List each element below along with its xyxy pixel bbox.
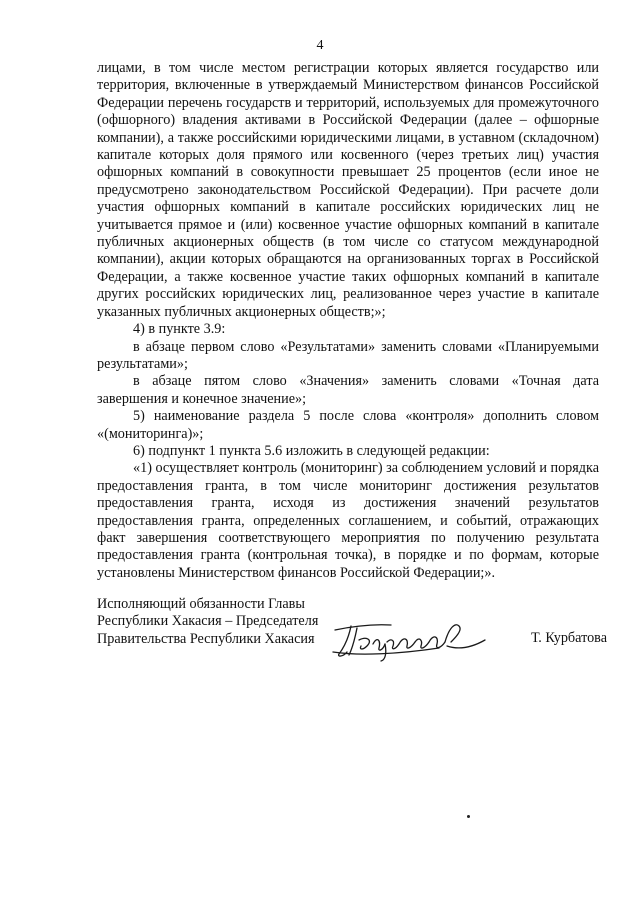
signer-title-line: Правительства Республики Хакасия (97, 630, 315, 647)
handwritten-signature (329, 614, 489, 662)
signer-title-line: Республики Хакасия – Председателя (97, 613, 319, 630)
paragraph-first-abzac: в абзаце первом слово «Результатами» заменить словами «Планируемыми результатами»; (97, 338, 599, 372)
paragraph-new-wording: «1) осуществляет контроль (мониторинг) за соблюдением условий и порядка предоставления гранта, в том числе мониторинг достижения результатов предоставления гранта, исходя из достижения значений результатов предоставления гранта, определенных соглашением, и событий, отражающих факт завершения соответствующего мероприятия по получению результата предоставления гранта (контрольная точка), в порядке и по формам, которые установлены Министерством финансов Российской Федерации;». (97, 460, 599, 581)
page-number: 4 (316, 38, 324, 53)
signer-title (97, 596, 318, 648)
signer-title-line: Исполняющий обязанности Главы (97, 596, 305, 612)
paragraph-item-4: 4) в пункте 3.9: (133, 321, 226, 338)
stray-mark (467, 815, 470, 818)
paragraph-item-6: 6) подпункт 1 пункта 5.6 изложить в следующей редакции: (133, 442, 490, 459)
document-body (97, 60, 599, 582)
signature-block (97, 596, 607, 666)
signer-name: Т. Курбатова (531, 630, 607, 646)
paragraph-fifth-abzac: в абзаце пятом слово «Значения» заменить словами «Точная дата завершения и конечное значение»; (97, 373, 599, 407)
paragraph-item-5: 5) наименование раздела 5 после слова «контроля» дополнить словом «(мониторинга)»; (97, 408, 599, 442)
paragraph-offshore-definition: лицами, в том числе местом регистрации которых является государство или территория, включенные в утверждаемый Министерством финансов Российской Федерации перечень государств и территорий, используемых для промежуточного (офшорного) владения активами в Российской Федерации (далее – офшорные компании), а также российскими юридическими лицами, в уставном (складочном) капитале которых доля прямого или косвенного (через третьих лиц) участия офшорных компаний в совокупности превышает 25 процентов (если иное не предусмотрено законодательством Российской Федерации). При расчете доли участия офшорных компаний в капитале российских юридических лиц не учитывается прямое и (или) косвенное участие офшорных компаний в капитале публичных акционерных обществ (в том числе со статусом международной компании), акции которых обращаются на организованных торгах в Российской Федерации, а также косвенное участие таких офшорных компаний в капитале других российских юридических лиц, реализованное через участие в капитале указанных публичных акционерных обществ;»; (97, 60, 599, 320)
